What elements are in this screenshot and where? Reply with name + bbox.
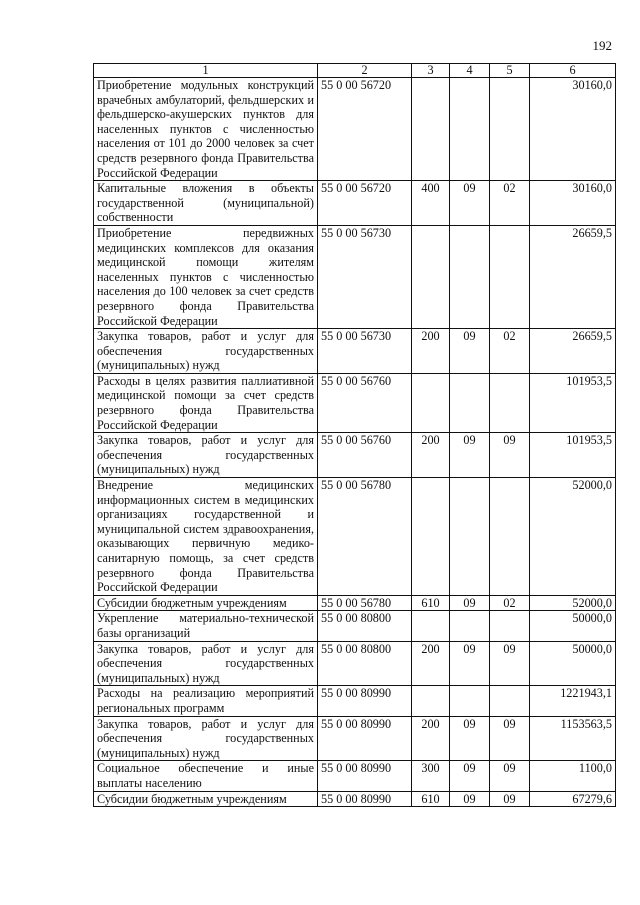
row-amount-cell: 67279,6 xyxy=(530,791,616,807)
row-expense-type-cell: 200 xyxy=(412,716,450,761)
row-name-cell: Укрепление материально-технической базы организаций xyxy=(94,611,318,641)
row-amount-cell: 50000,0 xyxy=(530,611,616,641)
table-row xyxy=(94,611,616,641)
page-number: 192 xyxy=(592,38,612,53)
row-amount-cell: 52000,0 xyxy=(530,478,616,596)
row-subsection-cell: 09 xyxy=(490,433,530,478)
row-expense-type-cell xyxy=(412,78,450,181)
row-code-cell: 55 0 00 56780 xyxy=(318,478,412,596)
row-code-cell: 55 0 00 56780 xyxy=(318,595,412,611)
row-expense-type-cell xyxy=(412,373,450,432)
row-code-cell: 55 0 00 56730 xyxy=(318,225,412,328)
row-code-cell: 55 0 00 80800 xyxy=(318,611,412,641)
row-name-cell: Расходы на реализацию мероприятий региональных программ xyxy=(94,686,318,716)
table-row xyxy=(94,686,616,716)
row-subsection-cell: 02 xyxy=(490,181,530,226)
row-expense-type-cell: 300 xyxy=(412,761,450,791)
row-subsection-cell xyxy=(490,225,530,328)
row-amount-cell: 26659,5 xyxy=(530,225,616,328)
table-row xyxy=(94,595,616,611)
row-expense-type-cell xyxy=(412,225,450,328)
row-amount-cell: 1100,0 xyxy=(530,761,616,791)
row-expense-type-cell: 610 xyxy=(412,791,450,807)
row-amount-cell: 1153563,5 xyxy=(530,716,616,761)
row-code-cell: 55 0 00 80990 xyxy=(318,716,412,761)
row-amount-cell: 50000,0 xyxy=(530,641,616,686)
row-code-cell: 55 0 00 56720 xyxy=(318,181,412,226)
row-amount-cell: 52000,0 xyxy=(530,595,616,611)
header-col-5: 5 xyxy=(490,64,530,78)
row-section-cell xyxy=(450,373,490,432)
header-col-4: 4 xyxy=(450,64,490,78)
row-subsection-cell: 02 xyxy=(490,595,530,611)
row-section-cell: 09 xyxy=(450,791,490,807)
table-row xyxy=(94,225,616,328)
row-name-cell: Социальное обеспечение и иные выплаты населению xyxy=(94,761,318,791)
row-section-cell: 09 xyxy=(450,329,490,374)
row-name-cell: Субсидии бюджетным учреждениям xyxy=(94,595,318,611)
row-subsection-cell xyxy=(490,373,530,432)
row-subsection-cell xyxy=(490,611,530,641)
row-code-cell: 55 0 00 80990 xyxy=(318,791,412,807)
row-section-cell: 09 xyxy=(450,761,490,791)
row-amount-cell: 101953,5 xyxy=(530,433,616,478)
row-subsection-cell: 09 xyxy=(490,791,530,807)
row-subsection-cell: 09 xyxy=(490,761,530,791)
row-name-cell: Расходы в целях развития паллиативной медицинской помощи за счет средств резервного фонда Правительства Российской Федерации xyxy=(94,373,318,432)
table-row xyxy=(94,373,616,432)
row-subsection-cell: 09 xyxy=(490,641,530,686)
row-section-cell: 09 xyxy=(450,433,490,478)
row-subsection-cell xyxy=(490,78,530,181)
row-subsection-cell: 02 xyxy=(490,329,530,374)
row-subsection-cell xyxy=(490,478,530,596)
row-expense-type-cell xyxy=(412,611,450,641)
row-expense-type-cell: 200 xyxy=(412,329,450,374)
header-col-3: 3 xyxy=(412,64,450,78)
table-row xyxy=(94,791,616,807)
row-section-cell: 09 xyxy=(450,716,490,761)
row-code-cell: 55 0 00 56720 xyxy=(318,78,412,181)
row-expense-type-cell: 610 xyxy=(412,595,450,611)
row-subsection-cell: 09 xyxy=(490,716,530,761)
row-name-cell: Субсидии бюджетным учреждениям xyxy=(94,791,318,807)
row-section-cell xyxy=(450,78,490,181)
row-name-cell: Закупка товаров, работ и услуг для обеспечения государственных (муниципальных) нужд xyxy=(94,433,318,478)
table-row xyxy=(94,433,616,478)
row-name-cell: Капитальные вложения в объекты государственной (муниципальной) собственности xyxy=(94,181,318,226)
table-row xyxy=(94,181,616,226)
row-amount-cell: 30160,0 xyxy=(530,78,616,181)
header-col-1: 1 xyxy=(94,64,318,78)
row-section-cell xyxy=(450,611,490,641)
table-row xyxy=(94,329,616,374)
row-code-cell: 55 0 00 80800 xyxy=(318,641,412,686)
row-name-cell: Закупка товаров, работ и услуг для обеспечения государственных (муниципальных) нужд xyxy=(94,641,318,686)
row-amount-cell: 101953,5 xyxy=(530,373,616,432)
row-section-cell: 09 xyxy=(450,595,490,611)
row-code-cell: 55 0 00 56730 xyxy=(318,329,412,374)
row-code-cell: 55 0 00 80990 xyxy=(318,761,412,791)
table-row xyxy=(94,78,616,181)
row-amount-cell: 26659,5 xyxy=(530,329,616,374)
row-section-cell xyxy=(450,478,490,596)
row-amount-cell: 30160,0 xyxy=(530,181,616,226)
header-row xyxy=(94,64,616,78)
row-expense-type-cell xyxy=(412,686,450,716)
row-name-cell: Внедрение медицинских информационных систем в медицинских организациях государственной и муниципальной систем здравоохранения, оказывающих первичную медико-санитарную помощь, за счет средств резервного фонда Правительства Российской Федерации xyxy=(94,478,318,596)
row-code-cell: 55 0 00 80990 xyxy=(318,686,412,716)
row-section-cell xyxy=(450,686,490,716)
row-subsection-cell xyxy=(490,686,530,716)
table-row xyxy=(94,716,616,761)
row-name-cell: Приобретение передвижных медицинских комплексов для оказания медицинской помощи жителям населенных пунктов с численностью населения до 100 человек за счет средств резервного фонда Правительства Российской Федерации xyxy=(94,225,318,328)
row-name-cell: Закупка товаров, работ и услуг для обеспечения государственных (муниципальных) нужд xyxy=(94,716,318,761)
row-section-cell xyxy=(450,225,490,328)
row-name-cell: Закупка товаров, работ и услуг для обеспечения государственных (муниципальных) нужд xyxy=(94,329,318,374)
table-row xyxy=(94,478,616,596)
table-row xyxy=(94,761,616,791)
row-name-cell: Приобретение модульных конструкций врачебных амбулаторий, фельдшерских и фельдшерско-акушерских пунктов для населенных пунктов с численностью населения от 101 до 2000 человек за счет средств резервного фонда Правительства Российской Федерации xyxy=(94,78,318,181)
header-col-2: 2 xyxy=(318,64,412,78)
row-section-cell: 09 xyxy=(450,641,490,686)
table-row xyxy=(94,641,616,686)
row-expense-type-cell: 400 xyxy=(412,181,450,226)
budget-table xyxy=(93,63,616,807)
row-code-cell: 55 0 00 56760 xyxy=(318,373,412,432)
row-code-cell: 55 0 00 56760 xyxy=(318,433,412,478)
row-amount-cell: 1221943,1 xyxy=(530,686,616,716)
row-expense-type-cell xyxy=(412,478,450,596)
header-col-6: 6 xyxy=(530,64,616,78)
row-section-cell: 09 xyxy=(450,181,490,226)
row-expense-type-cell: 200 xyxy=(412,433,450,478)
row-expense-type-cell: 200 xyxy=(412,641,450,686)
